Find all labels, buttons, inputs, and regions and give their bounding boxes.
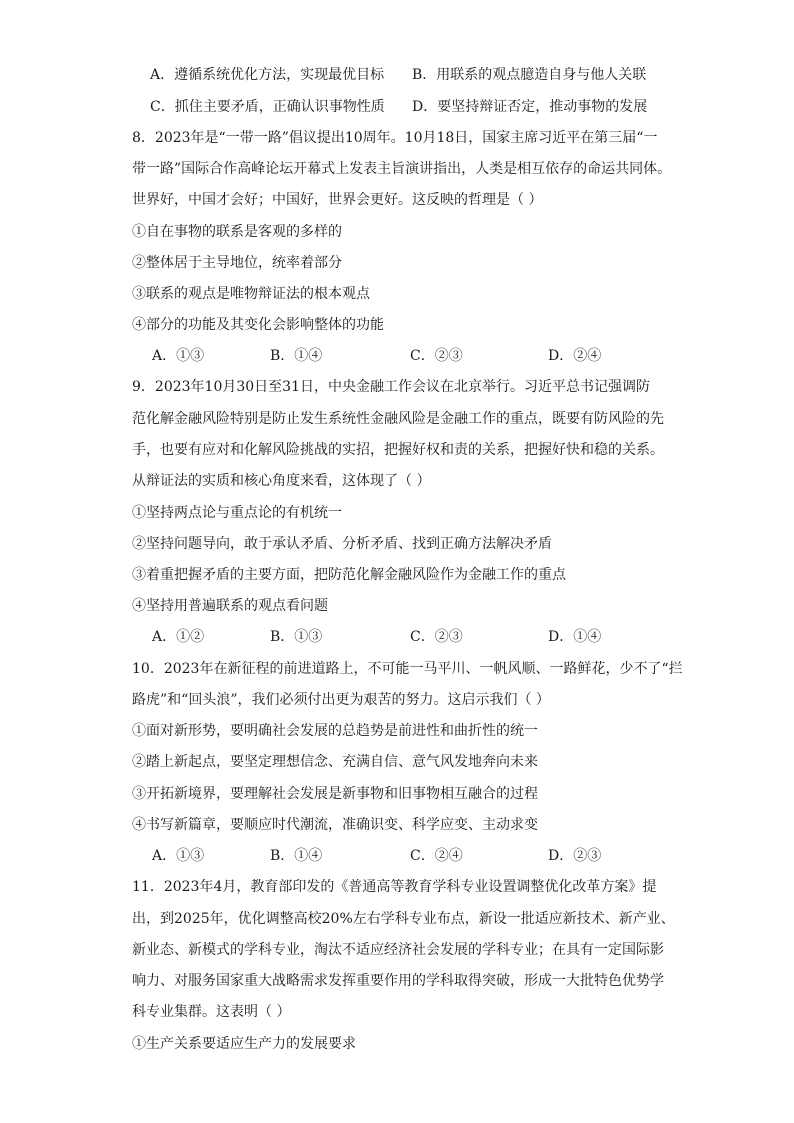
q9-choice-d[interactable]: D．①④ [548, 629, 602, 645]
q10-choice-d[interactable]: D．②③ [548, 848, 602, 864]
q10-item-1: ①面对新形势，要明确社会发展的总趋势是前进性和曲折性的统一 [132, 723, 538, 739]
q9-stem-line-3: 手，也要有应对和化解风险挑战的实招，把握好权和责的关系，把握好快和稳的关系。 [132, 442, 664, 458]
q11-stem-line-2: 出，到2025年，优化调整高校20%左右学科专业布点，新设一批适应新技术、新产业、 [132, 911, 675, 927]
q10-stem-line-1: 10．2023年在新征程的前进道路上，不可能一马平川、一帆风顺、一路鲜花，少不了“拦 [132, 661, 683, 677]
q8-item-3: ③联系的观点是唯物辩证法的根本观点 [132, 286, 370, 302]
q9-choice-a[interactable]: A．①② [152, 629, 205, 645]
q9-item-4: ④坚持用普遍联系的观点看问题 [132, 598, 328, 614]
q8-stem-line-3: 世界好，中国才会好；中国好，世界会更好。这反映的哲理是（ ） [132, 192, 543, 208]
q7-option-d[interactable]: D．要坚持辩证否定，推动事物的发展 [412, 99, 648, 115]
q8-choice-d[interactable]: D．②④ [548, 348, 602, 364]
q8-choice-a[interactable]: A．①③ [152, 348, 205, 364]
q8-stem-line-1: 8．2023年是“一带一路”倡议提出10周年。10月18日，国家主席习近平在第三届“一 [132, 130, 658, 146]
q7-option-b[interactable]: B．用联系的观点臆造自身与他人关联 [412, 67, 647, 83]
q9-stem-line-2: 范化解金融风险特别是防止发生系统性金融风险是金融工作的重点，既要有防风险的先 [132, 411, 664, 427]
q9-item-2: ②坚持问题导向，敢于承认矛盾、分析矛盾、找到正确方法解决矛盾 [132, 536, 552, 552]
q11-item-1: ①生产关系要适应生产力的发展要求 [132, 1036, 356, 1052]
q10-choice-b[interactable]: B．①④ [270, 848, 323, 864]
q9-choice-b[interactable]: B．①③ [270, 629, 323, 645]
q10-item-3: ③开拓新境界，要理解社会发展是新事物和旧事物相互融合的过程 [132, 786, 538, 802]
q9-choice-c[interactable]: C．②③ [410, 629, 463, 645]
q10-item-4: ④书写新篇章，要顺应时代潮流，准确识变、科学应变、主动求变 [132, 817, 538, 833]
q8-item-1: ①自在事物的联系是客观的多样的 [132, 224, 342, 240]
q8-item-2: ②整体居于主导地位，统率着部分 [132, 255, 342, 271]
q7-options-row-1 [150, 65, 670, 85]
q8-choice-b[interactable]: B．①④ [270, 348, 323, 364]
q9-choices [152, 627, 622, 647]
q7-option-c[interactable]: C．抓住主要矛盾，正确认识事物性质 [150, 99, 385, 115]
q8-item-4: ④部分的功能及其变化会影响整体的功能 [132, 317, 384, 333]
q11-stem-line-5: 科专业集群。这表明（ ） [132, 1004, 291, 1020]
q11-stem-line-1: 11．2023年4月，教育部印发的《普通高等教育学科专业设置调整优化改革方案》提 [132, 879, 657, 895]
q11-stem-line-3: 新业态、新模式的学科专业，淘汰不适应经济社会发展的学科专业；在具有一定国际影 [132, 942, 664, 958]
q9-item-3: ③着重把握矛盾的主要方面，把防范化解金融风险作为金融工作的重点 [132, 567, 566, 583]
q9-stem-line-1: 9．2023年10月30日至31日，中央金融工作会议在北京举行。习近平总书记强调防 [132, 379, 650, 395]
q10-choice-a[interactable]: A．①③ [152, 848, 205, 864]
q7-option-a[interactable]: A．遵循系统优化方法，实现最优目标 [150, 67, 385, 83]
q10-item-2: ②踏上新起点，要坚定理想信念、充满自信、意气风发地奔向未来 [132, 754, 538, 770]
q9-stem-line-4: 从辩证法的实质和核心角度来看，这体现了（ ） [132, 473, 431, 489]
q9-item-1: ①坚持两点论与重点论的有机统一 [132, 505, 342, 521]
q10-choice-c[interactable]: C．②④ [410, 848, 463, 864]
q7-options-row-2 [150, 97, 670, 117]
q8-choices [152, 346, 622, 366]
q10-choices [152, 846, 622, 866]
q8-choice-c[interactable]: C．②③ [410, 348, 463, 364]
q10-stem-line-2: 路虎”和“回头浪”，我们必须付出更为艰苦的努力。这启示我们（ ） [132, 692, 550, 708]
q8-stem-line-2: 带一路”国际合作高峰论坛开幕式上发表主旨演讲指出，人类是相互依存的命运共同体。 [132, 161, 672, 177]
q11-stem-line-4: 响力、对服务国家重大战略需求发挥重要作用的学科取得突破，形成一大批特色优势学 [132, 973, 664, 989]
